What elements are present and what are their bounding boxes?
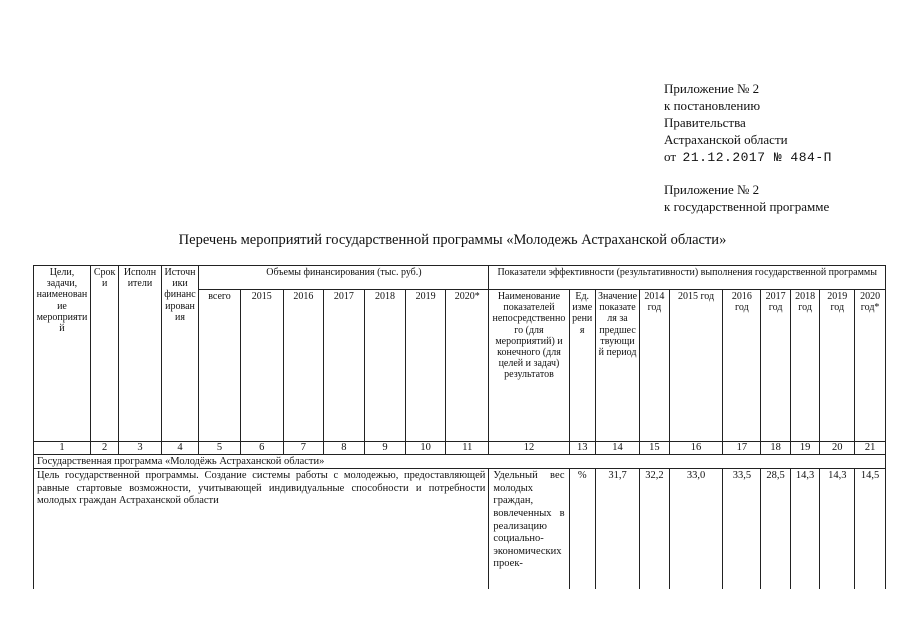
goal-indicator-unit: % [569, 469, 595, 589]
header-funding-2020: 2020* [446, 290, 489, 442]
document-title: Перечень мероприятий государственной программы «Молодежь Астраханской области» [178, 232, 727, 248]
annex-number: Приложение № 2 [664, 81, 760, 96]
column-number: 4 [161, 442, 199, 455]
header-funding-2017: 2017 [323, 290, 364, 442]
column-number: 14 [595, 442, 639, 455]
column-number: 20 [820, 442, 855, 455]
header-funding-total: всего [199, 290, 240, 442]
header-sources: Источники финансирования [161, 266, 199, 442]
header-funding-2018: 2018 [364, 290, 405, 442]
column-number: 18 [761, 442, 791, 455]
column-number: 7 [283, 442, 323, 455]
measures-table [33, 265, 886, 589]
column-number: 15 [640, 442, 670, 455]
header-year-2017: 2017 год [761, 290, 791, 442]
column-number: 21 [855, 442, 886, 455]
header-funding-2019: 2019 [406, 290, 446, 442]
header-year-2014: 2014 год [640, 290, 670, 442]
column-number: 17 [723, 442, 761, 455]
column-number: 9 [364, 442, 405, 455]
column-number: 8 [323, 442, 364, 455]
goal-value-2014: 32,2 [640, 469, 670, 589]
annex-date-number: 21.12.2017 № 484-П [682, 150, 832, 165]
header-year-2015: 2015 год [669, 290, 723, 442]
annex-date-line [664, 148, 832, 166]
goal-indicator-prev: 31,7 [595, 469, 639, 589]
annex-resolution-block [664, 80, 832, 166]
goal-value-2020: 14,5 [855, 469, 886, 589]
column-number: 10 [406, 442, 446, 455]
column-number: 19 [790, 442, 820, 455]
header-goals: Цели, задачи, наименование мероприятий [34, 266, 91, 442]
annex-to-resolution: к постановлению [664, 98, 761, 113]
goal-value-2015: 33,0 [669, 469, 723, 589]
header-funding-group: Объемы финансирования (тыс. руб.) [199, 266, 489, 290]
column-number: 6 [240, 442, 283, 455]
goal-row [34, 469, 886, 589]
goal-value-2017: 28,5 [761, 469, 791, 589]
header-year-2018: 2018 год [790, 290, 820, 442]
goal-value-2018: 14,3 [790, 469, 820, 589]
annex-date-prefix: от [664, 149, 677, 164]
header-year-2016: 2016 год [723, 290, 761, 442]
annex-government: Правительства [664, 115, 746, 130]
column-number: 12 [489, 442, 569, 455]
header-year-2020: 2020 год* [855, 290, 886, 442]
column-number: 1 [34, 442, 91, 455]
header-row-1 [34, 266, 886, 290]
program-row [34, 455, 886, 469]
program-title: Государственная программа «Молодёжь Астраханской области» [34, 455, 886, 469]
goal-value-2019: 14,3 [820, 469, 855, 589]
goal-text: Цель государственной программы. Создание системы работы с молодежью, предоставляющей равные стартовые возможности, учитывающей индивидуальные способности и потребности молодых граждан Астраханской области [34, 469, 489, 589]
header-terms: Сроки [90, 266, 118, 442]
column-number: 2 [90, 442, 118, 455]
goal-value-2016: 33,5 [723, 469, 761, 589]
header-indicator-name: Наименование показателей непосредственного (для мероприятий) и конечного (для целей и задач) результатов [489, 290, 569, 442]
header-funding-2015: 2015 [240, 290, 283, 442]
annex-program-block [664, 181, 829, 215]
header-indicators-group: Показатели эффективности (результативности) выполнения государственной программы [489, 266, 886, 290]
annex-region: Астраханской области [664, 132, 788, 147]
header-executors: Исполнители [119, 266, 161, 442]
column-number: 16 [669, 442, 723, 455]
column-number: 11 [446, 442, 489, 455]
header-year-2019: 2019 год [820, 290, 855, 442]
header-indicator-prev: Значение показателя за предшествующий период [595, 290, 639, 442]
column-numbers-row [34, 442, 886, 455]
header-funding-2016: 2016 [283, 290, 323, 442]
annex-program-number: Приложение № 2 [664, 182, 760, 197]
column-number: 13 [569, 442, 595, 455]
column-number: 3 [119, 442, 161, 455]
goal-indicator-name: Удельный вес молодых граждан, вовлеченных в реализацию социально-экономических проек- [489, 469, 569, 589]
column-number: 5 [199, 442, 240, 455]
annex-program-ref: к государственной программе [664, 199, 830, 214]
header-indicator-unit: Ед. измерения [569, 290, 595, 442]
